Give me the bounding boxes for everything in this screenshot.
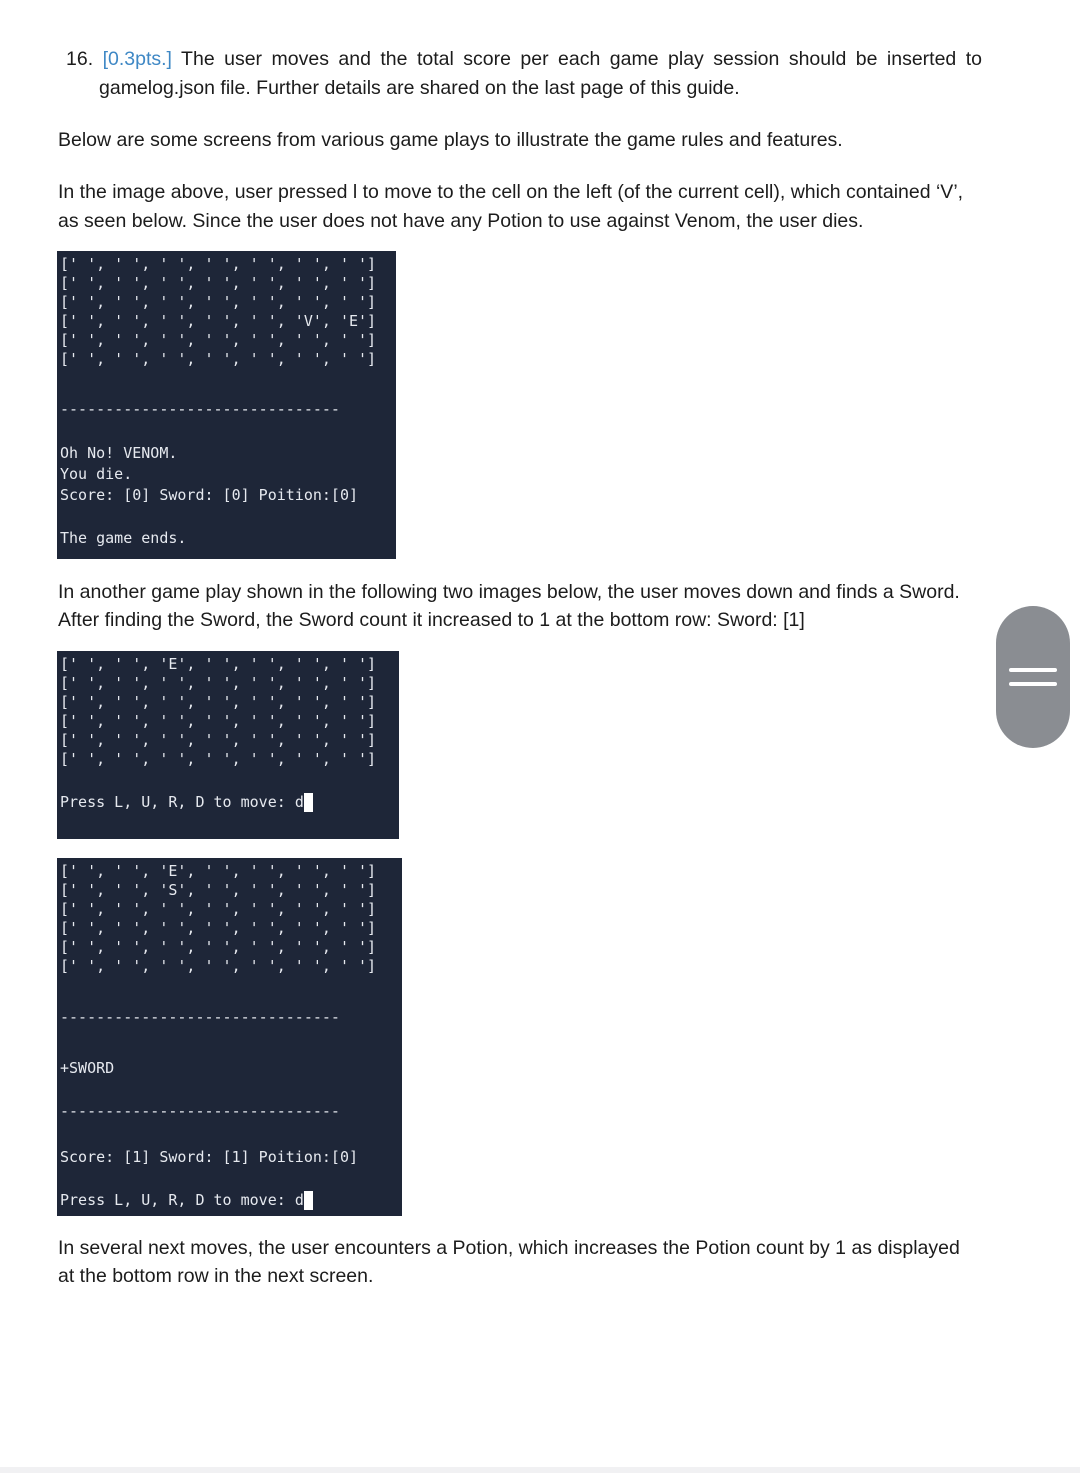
- grid-row: [' ', ' ', ' ', ' ', ' ', ' ', ' ']: [60, 331, 377, 349]
- terminal-screenshot-sword-found: [57, 858, 402, 1216]
- status-line: Score: [1] Sword: [1] Poition:[0]: [60, 1148, 359, 1166]
- move-prompt: [60, 1191, 402, 1210]
- prompt-text: Press L, U, R, D to move:: [60, 1191, 295, 1209]
- grid-row: [' ', ' ', 'S', ' ', ' ', ' ', ' ']: [60, 881, 377, 899]
- item-16-line-1: [66, 45, 982, 74]
- separator-line: -------------------------------: [60, 1102, 340, 1120]
- item-16-line-2: gamelog.json file. Further details are shared on the last page of this guide.: [99, 77, 740, 99]
- points-link[interactable]: [0.3pts.]: [102, 48, 172, 70]
- item-number: 16.: [66, 48, 94, 70]
- grid-row: [' ', ' ', ' ', ' ', ' ', ' ', ' ']: [60, 712, 377, 730]
- separator-line: -------------------------------: [60, 400, 340, 418]
- terminal-screenshot-venom: [57, 251, 396, 559]
- item-16-text: The user moves and the total score per each game play session should be inserted to: [171, 48, 982, 70]
- typed-input[interactable]: d: [294, 793, 304, 811]
- page-bottom-edge: [0, 1467, 1080, 1473]
- grid-row: [' ', ' ', ' ', ' ', ' ', ' ', ' ']: [60, 293, 377, 311]
- text-cursor: [304, 1191, 313, 1210]
- status-line: Score: [0] Sword: [0] Poition:[0]: [60, 486, 359, 504]
- grid-row: [' ', ' ', 'E', ' ', ' ', ' ', ' ']: [60, 655, 377, 673]
- sword-paragraph-line-2: After finding the Sword, the Sword count it increased to 1 at the bottom row: Sword: [1]: [58, 609, 805, 631]
- intro-paragraph: Below are some screens from various game plays to illustrate the game rules and features.: [58, 129, 843, 151]
- venom-message: Oh No! VENOM.: [60, 444, 178, 462]
- grid-row: [' ', ' ', ' ', ' ', ' ', ' ', ' ']: [60, 693, 377, 711]
- potion-paragraph-line-1: In several next moves, the user encounters a Potion, which increases the Potion count by 1 as displayed: [58, 1237, 960, 1259]
- grid-row: [' ', ' ', ' ', ' ', ' ', ' ', ' ']: [60, 957, 377, 975]
- grid-row: [' ', ' ', ' ', ' ', ' ', 'V', 'E']: [60, 312, 377, 330]
- prompt-text: Press L, U, R, D to move:: [60, 793, 295, 811]
- terminal-screenshot-before-sword: [57, 651, 399, 839]
- grid-row: [' ', ' ', ' ', ' ', ' ', ' ', ' ']: [60, 750, 377, 768]
- move-prompt: [60, 793, 399, 812]
- sword-paragraph-line-1: In another game play shown in the following two images below, the user moves down and finds a Sword.: [58, 581, 960, 603]
- sword-message: +SWORD: [60, 1059, 115, 1077]
- grid-row: [' ', ' ', ' ', ' ', ' ', ' ', ' ']: [60, 674, 377, 692]
- venom-paragraph-line-2: as seen below. Since the user does not have any Potion to use against Venom, the user dies.: [58, 210, 864, 232]
- typed-input[interactable]: d: [294, 1191, 304, 1209]
- grid-row: [' ', ' ', ' ', ' ', ' ', ' ', ' ']: [60, 900, 377, 918]
- grid-row: [' ', ' ', ' ', ' ', ' ', ' ', ' ']: [60, 255, 377, 273]
- text-cursor: [304, 793, 313, 812]
- game-end-message: The game ends.: [60, 529, 187, 547]
- venom-paragraph-line-1: In the image above, user pressed l to move to the cell on the left (of the current cell), which contained ‘V’,: [58, 181, 964, 203]
- drag-handle-icon[interactable]: [996, 606, 1070, 748]
- grid-row: [' ', ' ', ' ', ' ', ' ', ' ', ' ']: [60, 731, 377, 749]
- grid-row: [' ', ' ', ' ', ' ', ' ', ' ', ' ']: [60, 938, 377, 956]
- grid-row: [' ', ' ', 'E', ' ', ' ', ' ', ' ']: [60, 862, 377, 880]
- separator-line: -------------------------------: [60, 1008, 340, 1026]
- death-message: You die.: [60, 465, 133, 483]
- potion-paragraph-line-2: at the bottom row in the next screen.: [58, 1265, 374, 1287]
- grid-row: [' ', ' ', ' ', ' ', ' ', ' ', ' ']: [60, 274, 377, 292]
- grid-row: [' ', ' ', ' ', ' ', ' ', ' ', ' ']: [60, 350, 377, 368]
- grid-row: [' ', ' ', ' ', ' ', ' ', ' ', ' ']: [60, 919, 377, 937]
